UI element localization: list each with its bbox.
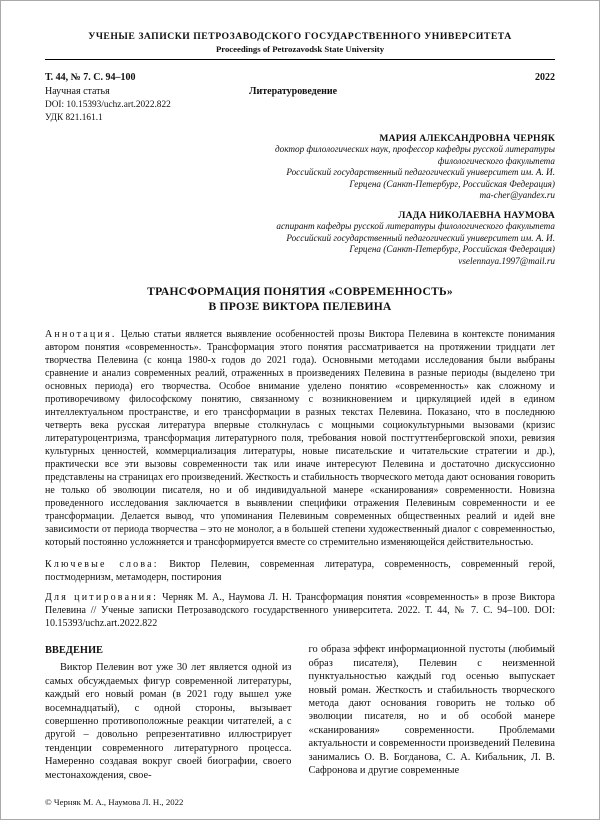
left-column	[45, 643, 292, 782]
introduction-paragraph-right: го образа эффект информационной пустоты (любимый образ писателя), Пелевин с неизменной пунктуальностью каждый год осенью выпускает новый роман. Жесткость и стабильность творческого метода дают основания говорить не только об эволюции писателя, но и об особой манере «сканирования» современности. Проблемами актуальности и современности произведений Пелевина занимались О. В. Богданова, С. А. Кибальник, Л. В. Сафронова и другие современные	[308, 644, 555, 776]
author-email: ma-cher@yandex.ru	[479, 190, 555, 201]
citation-text: Черняк М. А., Наумова Л. Н. Трансформация понятия «современность» в прозе Виктора Пелевина // Ученые записки Петрозаводского государственного университета. 2022. Т. 44, № 7. С. 94–100. DOI: 10.15393/uchz.art.2022.822	[45, 592, 555, 630]
author-name: ЛАДА НИКОЛАЕВНА НАУМОВА	[398, 209, 555, 221]
article-type-label: Научная статья	[45, 86, 110, 97]
keywords-text: Виктор Пелевин, современная литература, современность, современный герой, постмодернизм, метамодерн, постирония	[45, 559, 555, 584]
body-columns	[45, 643, 555, 782]
article-title	[45, 285, 555, 314]
article-type-row	[45, 86, 555, 97]
udc-line: УДК 821.161.1	[45, 113, 103, 123]
journal-subtitle: Proceedings of Petrozavodsk State University	[215, 44, 385, 54]
author-name: МАРИЯ АЛЕКСАНДРОВНА ЧЕРНЯК	[379, 133, 555, 144]
issue-meta-row	[45, 72, 555, 83]
citation	[45, 591, 555, 630]
abstract-label: Аннотация.	[45, 329, 117, 341]
author-affiliation: Российский государственный педагогический университет им. А. И. Герцена (Санкт-Петербург, Российская Федерация)	[286, 232, 555, 255]
header-divider	[45, 59, 555, 60]
authors-block	[45, 133, 555, 267]
author-position: доктор филологических наук, профессор кафедры русской литературы филологического факультета	[275, 144, 555, 166]
copyright-footer: © Черняк М. А., Наумова Л. Н., 2022	[45, 797, 184, 807]
author-card-2	[270, 210, 555, 267]
author-email: vselennaya.1997@mail.ru	[458, 255, 555, 266]
author-affiliation: Российский государственный педагогический университет им. А. И. Герцена (Санкт-Петербург, Российская Федерация)	[286, 167, 555, 189]
abstract-text: Целью статьи является выявление особенностей прозы Виктора Пелевина в контексте понимания автором понятия «современность». Трансформация этого понятия рассматривается на протяжении тридцати лет творчества Пелевина (с конца 1980-х годов до 2021 года). Основными методами исследования были выбраны сравнение и анализ современных реалий, отраженных в произведениях Пелевина в разные периоды (выделено три основных периода) его творчества. Особое внимание уделено понятию «современность» как сложному и противоречивому философскому понятию, связанному с возникновением и циркуляцией идей в едином интеллектуальном пространстве, и его трансформации в разных текстах Пелевина. Показано, что в последнюю четверть века русская литература впервые столкнулась с мощными социокультурными вызовами (кризис литературоцентризма, трансформация литературного поля, требования новой постгуттенберговской эпохи, ревизия культурных ценностей, коммерциализация литературы, новые писательские и читательские стратегии и др.), практически все эти вызовы современности так или иначе интересуют Пелевина и достаточно дискуссионно представлены на страницах его произведений. Жесткость и стабильность творческого метода дают основания говорить не только об эволюции писателя, но и об индивидуальной манере «сканирования» современности. Новизна проведенного исследования заключается в выявлении специфики отражения Пелевиным современности и ее трансформации. Делается вывод, что упоминания Пелевиным современных общественных реалий и идей вне зависимости от периода творчества – это не монолог, а в большей степени художественный диалог с современностью, который постоянно усложняется и трансформируется вместе со стремительно изменяющейся действительностью.	[45, 329, 556, 549]
keywords-label: Ключевые слова:	[45, 559, 159, 571]
keywords	[45, 558, 555, 584]
volume-pages: Т. 44, № 7. С. 94–100	[45, 72, 136, 83]
author-card-1	[270, 133, 555, 202]
issue-year: 2022	[535, 72, 555, 83]
citation-label: Для цитирования:	[45, 592, 159, 604]
article-section-label: Литературоведение	[249, 86, 338, 97]
journal-title: УЧЕНЫЕ ЗАПИСКИ ПЕТРОЗАВОДСКОГО ГОСУДАРСТВЕННОГО УНИВЕРСИТЕТА	[88, 31, 512, 42]
author-position: аспирант кафедры русской литературы филологического факультета	[276, 220, 555, 231]
article-title-line1: ТРАНСФОРМАЦИЯ ПОНЯТИЯ «СОВРЕМЕННОСТЬ»	[147, 285, 453, 299]
abstract	[45, 328, 555, 549]
article-title-line2: В ПРОЗЕ ВИКТОРА ПЕЛЕВИНА	[208, 299, 392, 313]
introduction-paragraph-left: Виктор Пелевин вот уже 30 лет является одной из самых обсуждаемых фигур современной литературы, каждый его новый роман (в 2021 году вышел уже восемнадцатый), с одной стороны, вызывает совершенно противоположные реакции читателей, а с другой – довольно репрезентативно иллюстрирует тенденции современного литературного процесса. Намеренно создавая вокруг своей биографии, своего местонахождения, свое-	[45, 662, 292, 781]
doi-line: DOI: 10.15393/uchz.art.2022.822	[45, 100, 171, 110]
right-column	[309, 643, 556, 782]
journal-header	[45, 31, 555, 60]
introduction-heading: ВВЕДЕНИЕ	[45, 645, 103, 657]
